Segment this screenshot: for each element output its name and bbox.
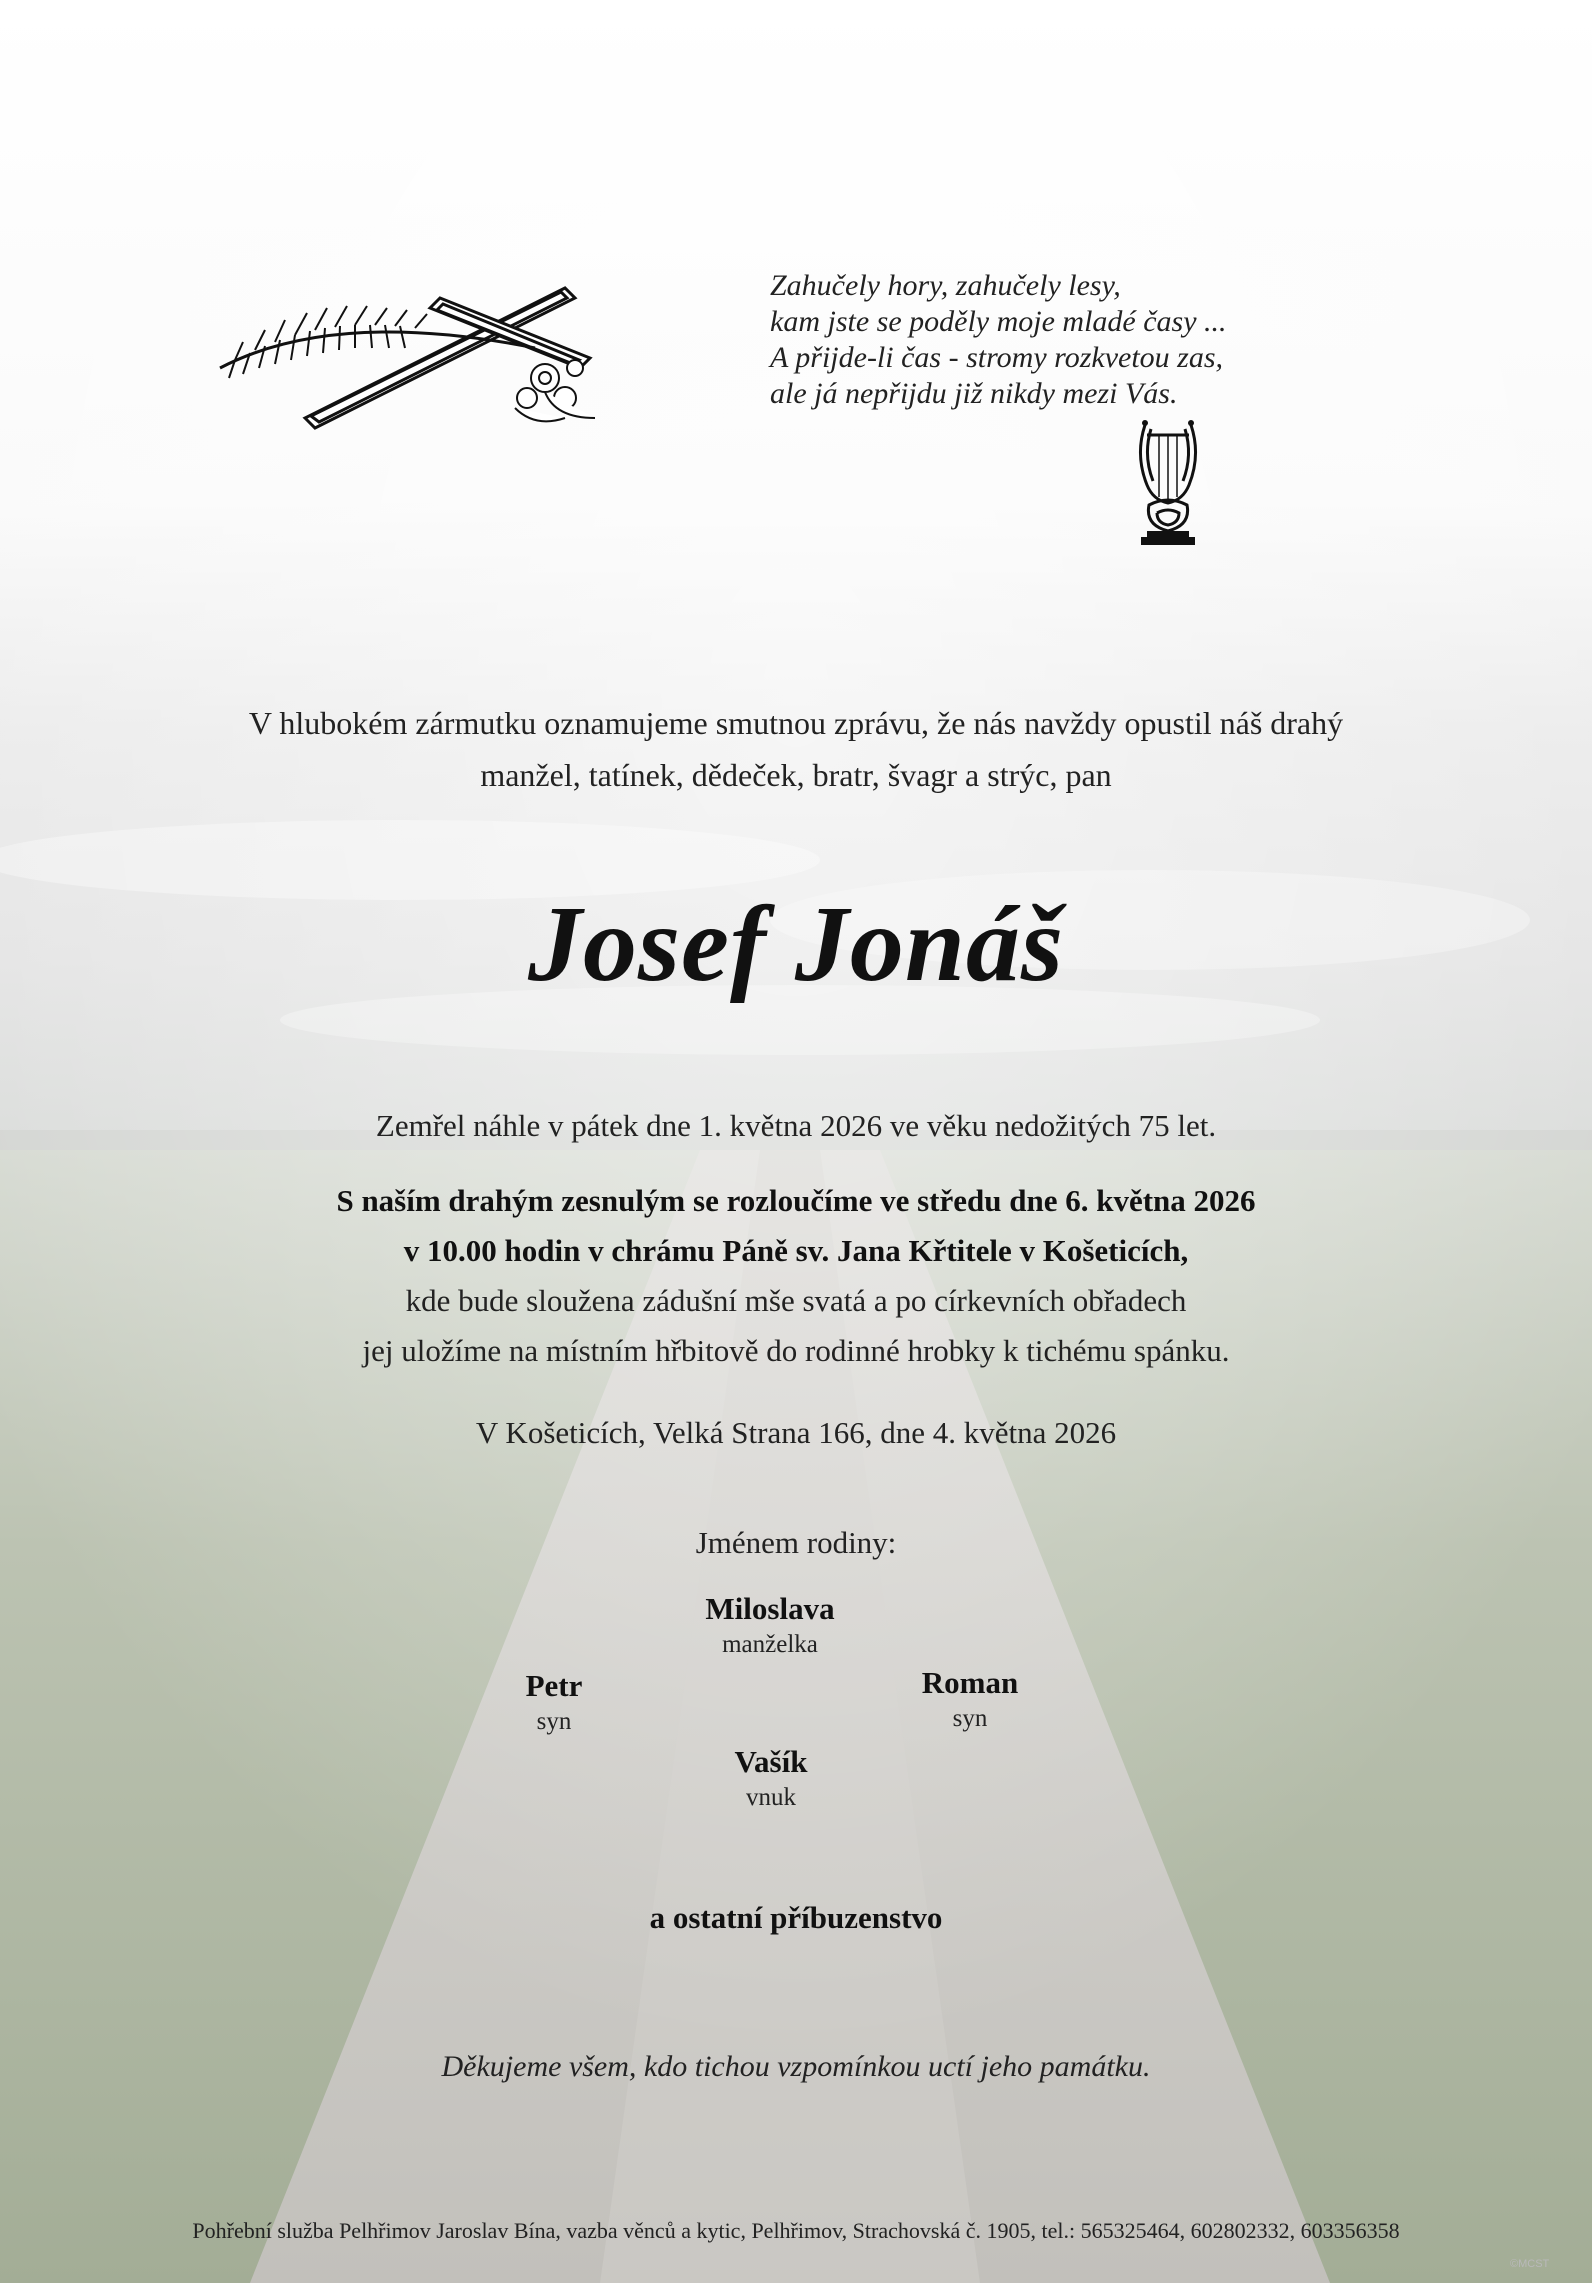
family-heading: Jménem rodiny: [695,1525,897,1560]
intro-line-2: manžel, tatínek, dědeček, bratr, švagr a strýc, pan [480,757,1112,793]
poem-line: ale já nepřijdu již nikdy mezi Vás. [770,377,1178,410]
watermark: ©MCST [1510,2258,1550,2270]
deceased-name: Josef Jonáš [527,885,1065,1004]
funeral-line-4: jej uložíme na místním hřbitově do rodinné hrobky k tichému spánku. [362,1333,1230,1368]
funeral-line-3: kde bude sloužena zádušní mše svatá a po církevních obřadech [405,1283,1187,1318]
lyre-icon [1133,415,1203,553]
member-name: Petr [525,1668,583,1703]
member-role: manželka [722,1631,818,1658]
member-role: syn [952,1705,988,1732]
place-date: V Košeticích, Velká Strana 166, dne 4. května 2026 [475,1415,1117,1450]
intro-text [0,697,1592,801]
member-name: Roman [921,1665,1019,1700]
cross-with-palm-icon [215,268,625,438]
funeral-service-footer: Pohřební služba Pelhřimov Jaroslav Bína, vazba věnců a kytic, Pelhřimov, Strachovská č. 1905, tel.: 565325464, 602802332, 603356358 [192,2218,1400,2243]
funeral-line-2: v 10.00 hodin v chrámu Páně sv. Jana Křtitele v Košeticích, [403,1233,1189,1268]
poem [770,268,1290,412]
family-member [820,1664,1120,1736]
funeral-line-1: S naším drahým zesnulým se rozloučíme ve středu dne 6. května 2026 [336,1183,1256,1218]
poem-line: A přijde-li čas - stromy rozkvetou zas, [770,341,1224,374]
member-name: Miloslava [705,1591,835,1626]
poem-line: Zahučely hory, zahučely lesy, [770,269,1121,302]
other-relatives: a ostatní příbuzenstvo [649,1900,943,1935]
member-role: vnuk [746,1784,796,1811]
poem-line: kam jste se poděly moje mladé časy ... [770,305,1227,338]
family-member [620,1590,920,1662]
member-name: Vašík [734,1744,808,1779]
family-member [404,1667,704,1739]
funeral-info [0,1176,1592,1376]
intro-line-1: V hlubokém zármutku oznamujeme smutnou zprávu, že nás navždy opustil náš drahý [248,705,1344,741]
member-role: syn [536,1708,572,1735]
death-notice: Zemřel náhle v pátek dne 1. května 2026 ve věku nedožitých 75 let. [375,1108,1217,1143]
family-member [621,1743,921,1815]
thanks-line: Děkujeme všem, kdo tichou vzpomínkou uctí jeho památku. [441,2050,1151,2083]
